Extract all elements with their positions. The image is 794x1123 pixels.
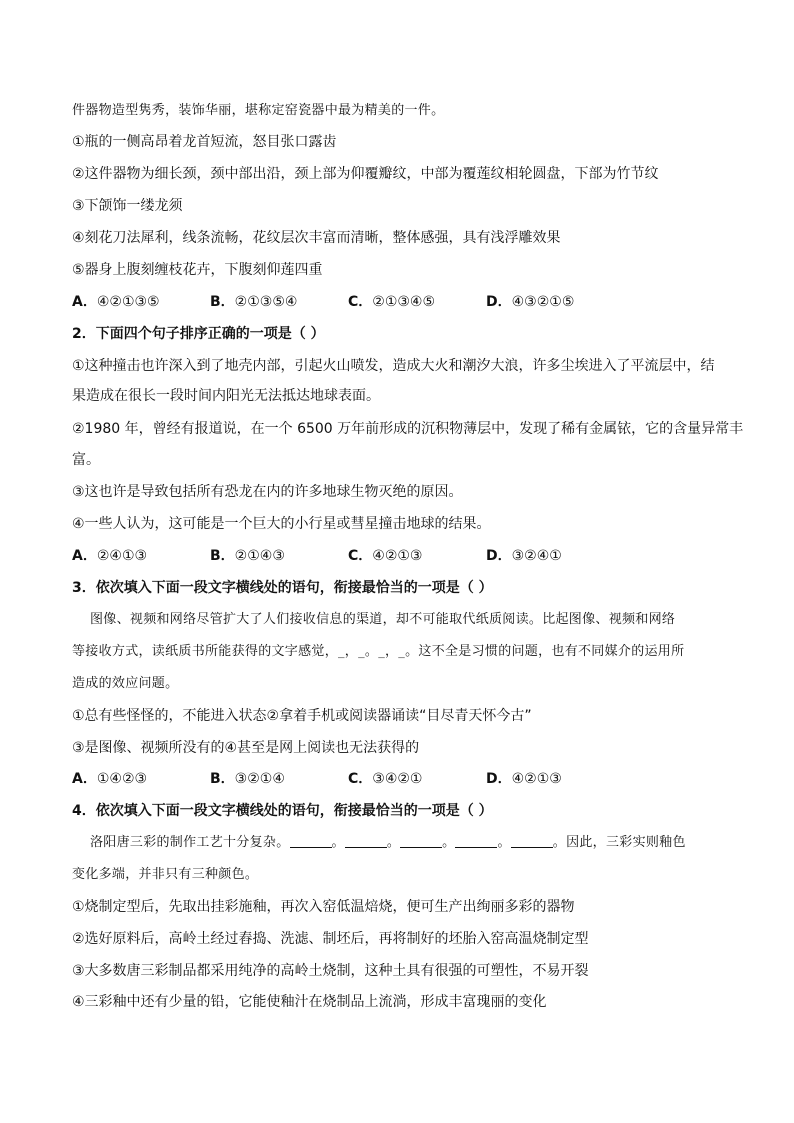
q3-passage-line-1: 图像、视频和网络尽管扩大了人们接收信息的渠道，却不可能取代纸质阅读。比起图像、视频和网络 [90, 612, 676, 627]
q1-item-1: ①瓶的一侧高昂着龙首短流，怒目张口露齿 [72, 134, 337, 150]
option-key: C． [348, 294, 373, 310]
fill-blank-1[interactable] [290, 833, 332, 848]
option-text: ④②①③⑤ [96, 294, 160, 310]
q3-items-line-1: ①总有些怪怪的，不能进入状态②拿着手机或阅读器诵读“目尽青天怀今古” [72, 708, 532, 724]
option-key: B． [210, 548, 235, 564]
option-key: C． [348, 771, 373, 787]
q2-sentence-3: ③这也许是导致包括所有恐龙在内的许多地球生物灭绝的原因。 [72, 484, 463, 500]
option-text: ②④①③ [96, 548, 148, 564]
q1-option-c[interactable] [348, 292, 435, 312]
q1-option-a[interactable] [72, 292, 160, 312]
q4-item-2: ②选好原料后，高岭土经过舂捣、洗滤、制坯后，再将制好的坯胎入窑高温烧制定型 [72, 931, 589, 947]
q1-item-2: ②这件器物为细长颈，颈中部出沿，颈上部为仰覆瓣纹，中部为覆莲纹相轮圆盘，下部为竹节纹 [72, 166, 659, 182]
q2-sentence-1a: ①这种撞击也许深入到了地壳内部，引起火山喷发，造成大火和潮汐大浪，许多尘埃进入了平流层中，结 [72, 358, 715, 374]
blank-separator: 。 [331, 835, 345, 850]
q3-items-line-2: ③是图像、视频所没有的④甚至是网上阅读也无法获得的 [72, 740, 420, 756]
q2-sentence-4: ④一些人认为，这可能是一个巨大的小行星或彗星撞击地球的结果。 [72, 516, 491, 532]
fill-blank-3[interactable] [400, 833, 442, 848]
option-key: B． [210, 771, 235, 787]
option-text: ②①③④⑤ [372, 294, 436, 310]
option-text: ②①④③ [234, 548, 285, 564]
fill-blank-2[interactable] [345, 833, 387, 848]
q3-passage-line-2: 等接收方式，读纸质书所能获得的文字感觉，_，_。_，_。这不全是习惯的问题，也有不同媒介的运用所 [72, 644, 685, 659]
q4-item-3: ③大多数唐三彩制品都采用纯净的高岭土烧制，这种土具有很强的可塑性，不易开裂 [72, 963, 589, 979]
q4-passage-line-2: 变化多端，并非只有三种颜色。 [72, 867, 259, 882]
option-text: ③②④① [511, 548, 562, 564]
q2-option-c[interactable] [348, 546, 422, 566]
q2-option-d[interactable] [486, 546, 562, 566]
option-text: ③④②① [372, 771, 423, 787]
q2-option-b[interactable] [210, 546, 285, 566]
q4-passage-start: 洛阳唐三彩的制作工艺十分复杂。 [90, 835, 290, 850]
option-key: A． [72, 294, 97, 310]
q3-options [72, 769, 732, 789]
option-key: D． [486, 771, 512, 787]
q3-passage-line-3: 造成的效应问题。 [72, 676, 179, 691]
option-text: ②①③⑤④ [234, 294, 298, 310]
q4-item-1: ①烧制定型后，先取出挂彩施釉，再次入窑低温焙烧，便可生产出绚丽多彩的器物 [72, 899, 575, 915]
option-text: ④③②①⑤ [511, 294, 575, 310]
fill-blank-5[interactable] [511, 833, 553, 848]
option-key: A． [72, 548, 97, 564]
q1-item-3: ③下颌饰一缕龙须 [72, 198, 183, 214]
q1-option-b[interactable] [210, 292, 297, 312]
fill-blank-4[interactable] [455, 833, 497, 848]
option-key: C． [348, 548, 373, 564]
q2-title: 2．下面四个句子排序正确的一项是（ ） [72, 326, 325, 342]
q2-sentence-2a: ②1980 年，曾经有报道说，在一个 6500 万年前形成的沉积物薄层中，发现了稀有金属铱，它的含量异常丰 [72, 421, 744, 437]
option-key: D． [486, 294, 512, 310]
blank-separator: 。 [442, 835, 456, 850]
option-key: B． [210, 294, 235, 310]
q4-passage-end: 。因此，三彩实则釉色 [552, 835, 686, 850]
q3-title: 3．依次填入下面一段文字横线处的语句，衔接最恰当的一项是（ ） [72, 580, 493, 596]
blank-separator: 。 [386, 835, 401, 850]
q2-options [72, 546, 732, 566]
q1-option-d[interactable] [486, 292, 574, 312]
blank-separator: 。 [497, 835, 511, 850]
q2-sentence-1b: 果造成在很长一段时间内阳光无法抵达地球表面。 [72, 388, 380, 404]
option-text: ③②①④ [234, 771, 285, 787]
q4-passage-line-1 [90, 833, 686, 853]
option-key: A． [72, 771, 97, 787]
option-text: ①④②③ [96, 771, 148, 787]
q3-option-a[interactable] [72, 769, 147, 789]
q2-option-a[interactable] [72, 546, 147, 566]
q1-options [72, 292, 732, 312]
q4-item-4: ④三彩釉中还有少量的铅，它能使釉汁在烧制品上流淌，形成丰富瑰丽的变化 [72, 994, 547, 1010]
q1-intro-text: 件器物造型隽秀，装饰华丽，堪称定窑瓷器中最为精美的一件。 [72, 103, 445, 118]
q3-option-b[interactable] [210, 769, 285, 789]
q2-sentence-2b: 富。 [72, 452, 100, 468]
option-key: D． [486, 548, 512, 564]
q3-option-d[interactable] [486, 769, 562, 789]
q4-title: 4．依次填入下面一段文字横线处的语句，衔接最恰当的一项是（ ） [72, 803, 493, 819]
q3-option-c[interactable] [348, 769, 422, 789]
q1-item-5: ⑤器身上腹刻缠枝花卉，下腹刻仰莲四重 [72, 262, 323, 278]
option-text: ④②①③ [372, 548, 423, 564]
option-text: ④②①③ [511, 771, 562, 787]
q1-item-4: ④刻花刀法犀利，线条流畅，花纹层次丰富而清晰，整体感强，具有浅浮雕效果 [72, 230, 561, 246]
